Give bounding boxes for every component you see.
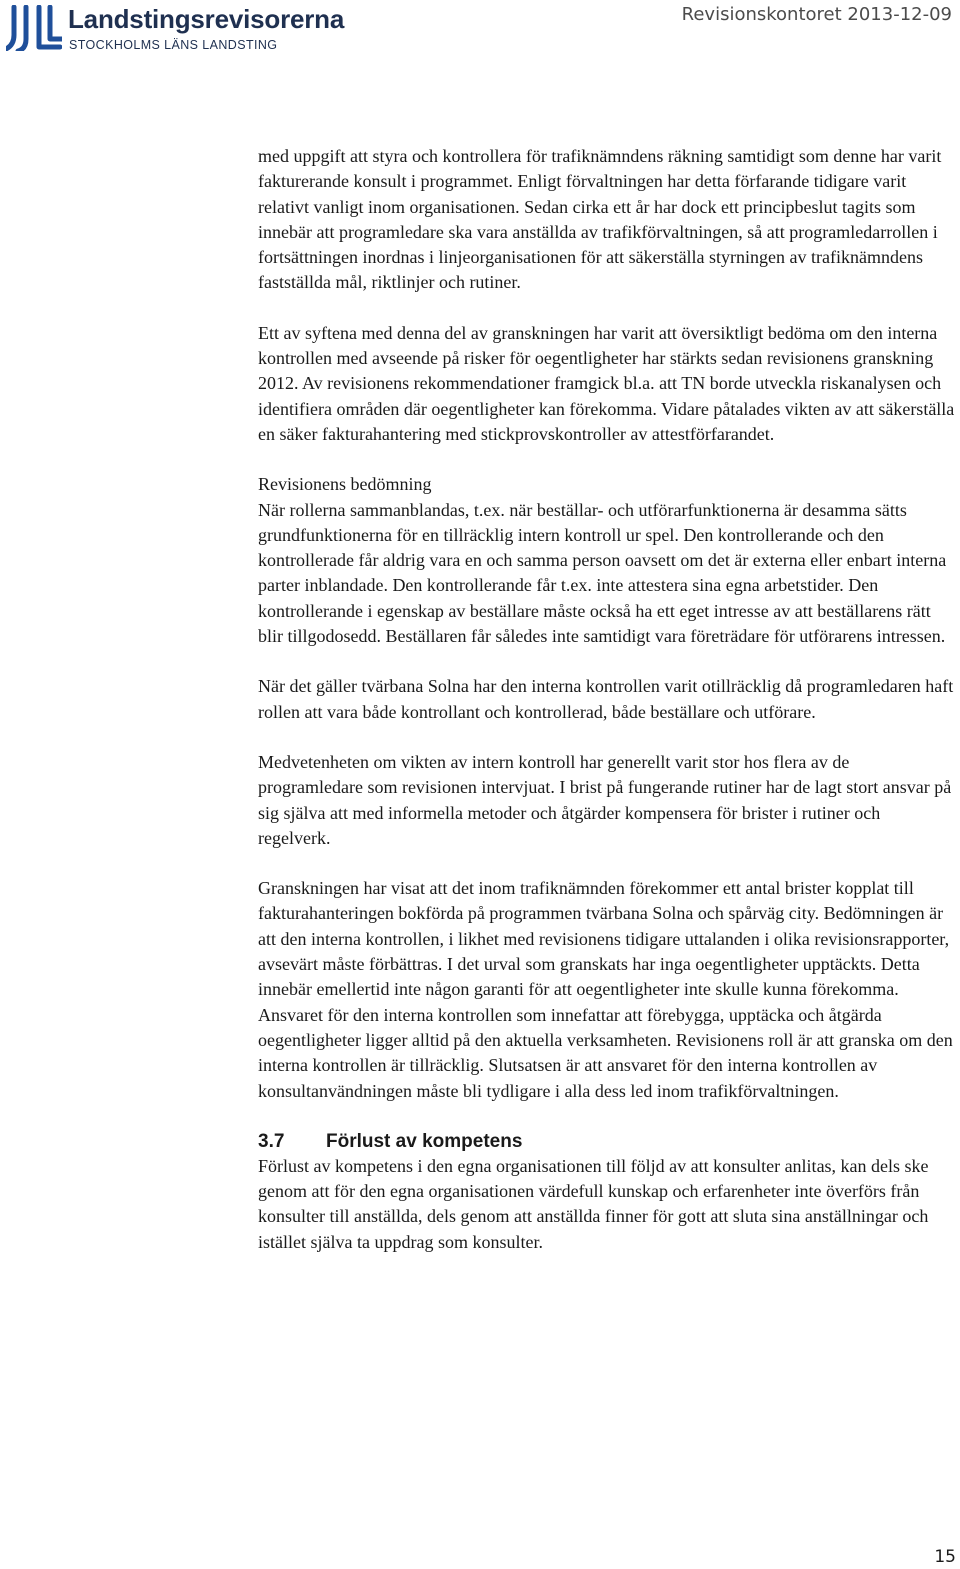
paragraph-4: När det gäller tvärbana Solna har den interna kontrollen varit otillräcklig då programledaren haft rollen att vara både kontrollant och kontrollerad, både beställare och utförare. xyxy=(258,676,954,722)
paragraph-2: Ett av syftena med denna del av granskningen har varit att översiktligt bedöma om den interna kontrollen med avseende på risker för oegentligheter har stärkts sedan revisionens granskning 2012. Av revisionens rekommendationer framgick bl.a. att TN borde utveckla riskanalysen och identifiera områden där oegentligheter kan förekomma. Vidare påtalades vikten av att säkerställa en säker fakturahantering med stickprovskontroller av attestförfarandet. xyxy=(258,322,955,444)
organization-subtitle: STOCKHOLMS LÄNS LANDSTING xyxy=(69,38,278,52)
assessment-heading: Revisionens bedömning xyxy=(258,474,432,495)
document-body xyxy=(258,144,956,1280)
paragraph-3: När rollerna sammanblandas, t.ex. när beställar- och utförarfunktionerna är desamma sätts grundfunktionerna för en tillräcklig intern kontroll ur spel. Den kontrollerande och den kontrollerade får aldrig vara en och samma person oavsett om det är externa eller enbart interna parter inblandade. Den kontrollerande får t.ex. inte attestera sina egna arbetstider. Den kontrollerande i egenskap av beställare måste också ha ett eget intresse av att beställarens rätt blir tillgodosedd. Beställaren får således inte samtidigt vara företrädare för utförarens intressen. xyxy=(258,499,947,647)
page-header xyxy=(0,0,960,60)
paragraph-1: med uppgift att styra och kontrollera för trafiknämndens räkning samtidigt som denne har varit fakturerande konsult i programmet. Enligt förvaltningen har detta förfarande tidigare varit relativt vanligt inom organisationen. Sedan cirka ett år har dock ett principbeslut tagits som innebär att programledare ska vara anställda av trafikförvaltningen, så att programledarrollen i fortsättningen inordnas i linjeorganisationen för att säkerställa styrningen av trafiknämndens fastställda mål, riktlinjer och rutiner. xyxy=(258,146,942,293)
office-and-date: Revisionskontoret 2013-12-09 xyxy=(681,4,952,25)
organization-name: Landstingsrevisorerna xyxy=(68,4,345,34)
landstinget-logo-icon xyxy=(6,5,62,51)
section-title: Förlust av kompetens xyxy=(326,1130,523,1152)
paragraph-6: Granskningen har visat att det inom trafiknämnden förekommer ett antal brister kopplat till fakturahanteringen bokförda på programmen tvärbana Solna och spårväg city. Bedömningen är att den interna kontrollen, i likhet med revisionens tidigare uttalanden i olika revisionsrapporter, avsevärt måste förbättras. I det urval som granskats har inga oegentligheter upptäckts. Detta innebär emellertid inte någon garanti för att oegentligheter inte skulle kunna förekomma. Ansvaret för den interna kontrollen som innefattar att förebygga, upptäcka och åtgärda oegentligheter ligger alltid på den aktuella verksamheten. Revisionens roll är att granska om den interna kontrollen är tillräcklig. Slutsatsen är att ansvaret för den interna kontrollen av konsultanvändningen måste bli tydligare i alla dess led inom trafikförvaltningen. xyxy=(258,878,953,1101)
section-number: 3.7 xyxy=(258,1130,285,1152)
section-heading xyxy=(258,1129,956,1154)
paragraph-5: Medvetenheten om vikten av intern kontroll har generellt varit stor hos flera av de programledare som revisionen intervjuat. I brist på fungerande rutiner har de lagt stort ansvar på sig själva att med informella metoder och åtgärder kompensera för brister i rutiner och regelverk. xyxy=(258,751,952,848)
page-number: 15 xyxy=(934,1547,956,1567)
paragraph-7: Förlust av kompetens i den egna organisationen till följd av att konsulter anlitas, kan dels ske genom att för den egna organisationen värdefull kunskap och erfarenheter inte överförs från konsulter till anställda, dels genom att anställda finner för gott att sluta sina anställningar och istället själva ta uppdrag som konsulter. xyxy=(258,1155,929,1252)
